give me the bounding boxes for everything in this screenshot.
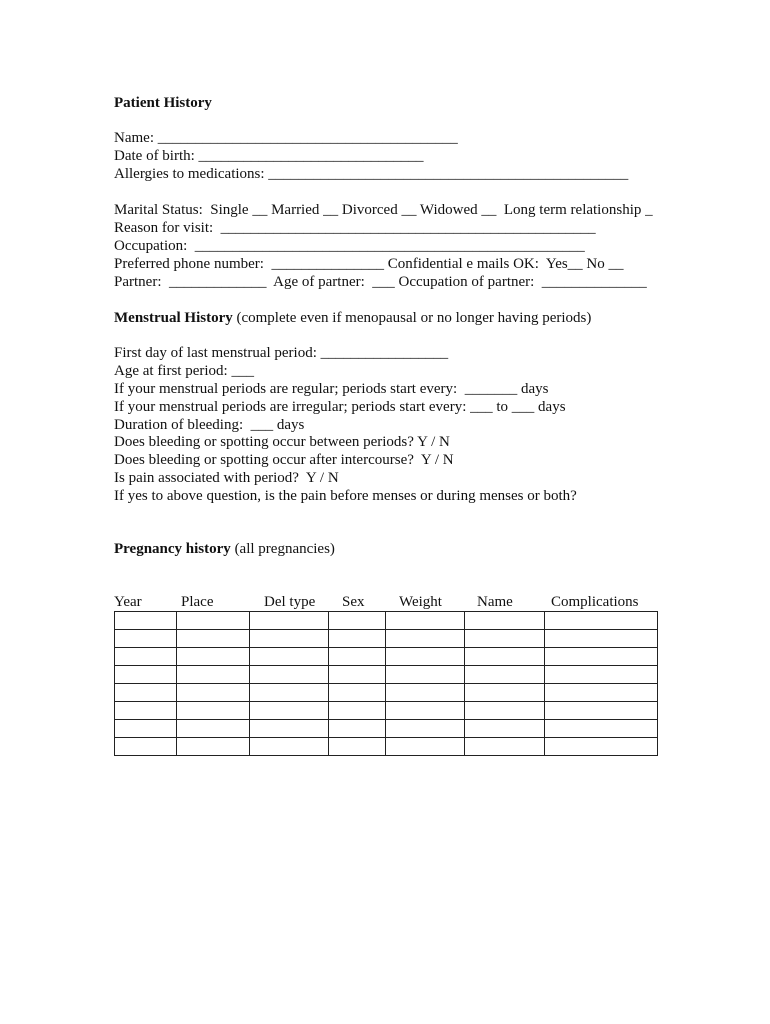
period-pain-field[interactable]: Is pain associated with period? Y / N [114, 470, 339, 486]
table-cell-name[interactable] [465, 648, 545, 666]
table-cell-sex[interactable] [329, 648, 386, 666]
table-cell-name[interactable] [465, 738, 545, 756]
table-cell-sex[interactable] [329, 666, 386, 684]
partner-field[interactable]: Partner: _____________ Age of partner: ___ Occupation of partner: ______________ [114, 274, 647, 290]
table-cell-sex[interactable] [329, 738, 386, 756]
table-cell-year[interactable] [115, 648, 177, 666]
table-cell-sex[interactable] [329, 612, 386, 630]
table-cell-year[interactable] [115, 630, 177, 648]
table-cell-weight[interactable] [386, 648, 465, 666]
table-row [115, 702, 658, 720]
table-cell-year[interactable] [115, 738, 177, 756]
table-row [115, 666, 658, 684]
table-cell-name[interactable] [465, 684, 545, 702]
table-cell-complications[interactable] [545, 720, 658, 738]
last-period-field[interactable]: First day of last menstrual period: _________________ [114, 345, 449, 361]
marital-status-field[interactable]: Marital Status: Single __ Married __ Divorced __ Widowed __ Long term relationship _ [114, 202, 653, 218]
table-cell-name[interactable] [465, 720, 545, 738]
spotting-between-periods-field[interactable]: Does bleeding or spotting occur between periods? Y / N [114, 434, 450, 450]
pregnancy-table-header [114, 593, 657, 611]
page-title: Patient History [114, 95, 212, 111]
table-cell-place[interactable] [177, 630, 250, 648]
table-cell-del-type[interactable] [250, 630, 329, 648]
column-header-place: Place [181, 594, 214, 610]
table-cell-sex[interactable] [329, 630, 386, 648]
table-cell-place[interactable] [177, 738, 250, 756]
pregnancy-heading-label: Pregnancy history [114, 541, 231, 557]
regular-period-field[interactable]: If your menstrual periods are regular; periods start every: _______ days [114, 381, 549, 397]
table-cell-weight[interactable] [386, 612, 465, 630]
allergies-field[interactable]: Allergies to medications: ________________________________________________ [114, 166, 629, 182]
table-cell-complications[interactable] [545, 738, 658, 756]
column-header-name: Name [477, 594, 513, 610]
menstrual-heading-label: Menstrual History [114, 310, 233, 326]
table-cell-place[interactable] [177, 666, 250, 684]
table-cell-del-type[interactable] [250, 666, 329, 684]
table-cell-complications[interactable] [545, 648, 658, 666]
table-cell-sex[interactable] [329, 702, 386, 720]
table-cell-complications[interactable] [545, 666, 658, 684]
column-header-sex: Sex [342, 594, 365, 610]
table-cell-place[interactable] [177, 684, 250, 702]
name-field[interactable]: Name: ________________________________________ [114, 130, 458, 146]
table-row [115, 630, 658, 648]
table-cell-del-type[interactable] [250, 648, 329, 666]
pregnancy-table [114, 611, 658, 756]
reason-for-visit-field[interactable]: Reason for visit: __________________________________________________ [114, 220, 596, 236]
table-row [115, 738, 658, 756]
table-row [115, 720, 658, 738]
table-cell-sex[interactable] [329, 684, 386, 702]
date-of-birth-field[interactable]: Date of birth: ______________________________ [114, 148, 424, 164]
table-cell-del-type[interactable] [250, 720, 329, 738]
column-header-weight: Weight [399, 594, 442, 610]
table-cell-del-type[interactable] [250, 738, 329, 756]
table-cell-weight[interactable] [386, 702, 465, 720]
column-header-year: Year [114, 594, 142, 610]
table-cell-place[interactable] [177, 648, 250, 666]
table-cell-year[interactable] [115, 612, 177, 630]
table-cell-complications[interactable] [545, 612, 658, 630]
table-cell-name[interactable] [465, 666, 545, 684]
column-header-del-type: Del type [264, 594, 316, 610]
table-cell-year[interactable] [115, 666, 177, 684]
table-cell-place[interactable] [177, 612, 250, 630]
table-cell-complications[interactable] [545, 630, 658, 648]
pain-timing-field[interactable]: If yes to above question, is the pain before menses or during menses or both? [114, 488, 577, 504]
table-cell-year[interactable] [115, 720, 177, 738]
table-cell-name[interactable] [465, 702, 545, 720]
table-cell-year[interactable] [115, 702, 177, 720]
table-row [115, 684, 658, 702]
table-cell-weight[interactable] [386, 630, 465, 648]
table-cell-year[interactable] [115, 684, 177, 702]
table-cell-weight[interactable] [386, 738, 465, 756]
pregnancy-history-heading [114, 540, 335, 558]
table-cell-complications[interactable] [545, 684, 658, 702]
table-cell-name[interactable] [465, 630, 545, 648]
table-cell-name[interactable] [465, 612, 545, 630]
phone-field[interactable]: Preferred phone number: _______________ Confidential e mails OK: Yes__ No __ [114, 256, 624, 272]
table-cell-del-type[interactable] [250, 702, 329, 720]
table-row [115, 648, 658, 666]
age-first-period-field[interactable]: Age at first period: ___ [114, 363, 254, 379]
table-cell-weight[interactable] [386, 666, 465, 684]
menstrual-heading-subtitle: (complete even if menopausal or no longer having periods) [232, 310, 592, 326]
irregular-period-field[interactable]: If your menstrual periods are irregular; periods start every: ___ to ___ days [114, 399, 566, 415]
table-cell-weight[interactable] [386, 720, 465, 738]
table-cell-place[interactable] [177, 720, 250, 738]
spotting-after-intercourse-field[interactable]: Does bleeding or spotting occur after intercourse? Y / N [114, 452, 454, 468]
column-header-complications: Complications [551, 594, 639, 610]
pregnancy-heading-subtitle: (all pregnancies) [230, 541, 335, 557]
occupation-field[interactable]: Occupation: ____________________________________________________ [114, 238, 585, 254]
bleeding-duration-field[interactable]: Duration of bleeding: ___ days [114, 417, 305, 433]
table-cell-sex[interactable] [329, 720, 386, 738]
table-cell-place[interactable] [177, 702, 250, 720]
table-row [115, 612, 658, 630]
table-cell-del-type[interactable] [250, 684, 329, 702]
table-cell-del-type[interactable] [250, 612, 329, 630]
table-cell-complications[interactable] [545, 702, 658, 720]
table-cell-weight[interactable] [386, 684, 465, 702]
menstrual-history-heading [114, 309, 591, 327]
